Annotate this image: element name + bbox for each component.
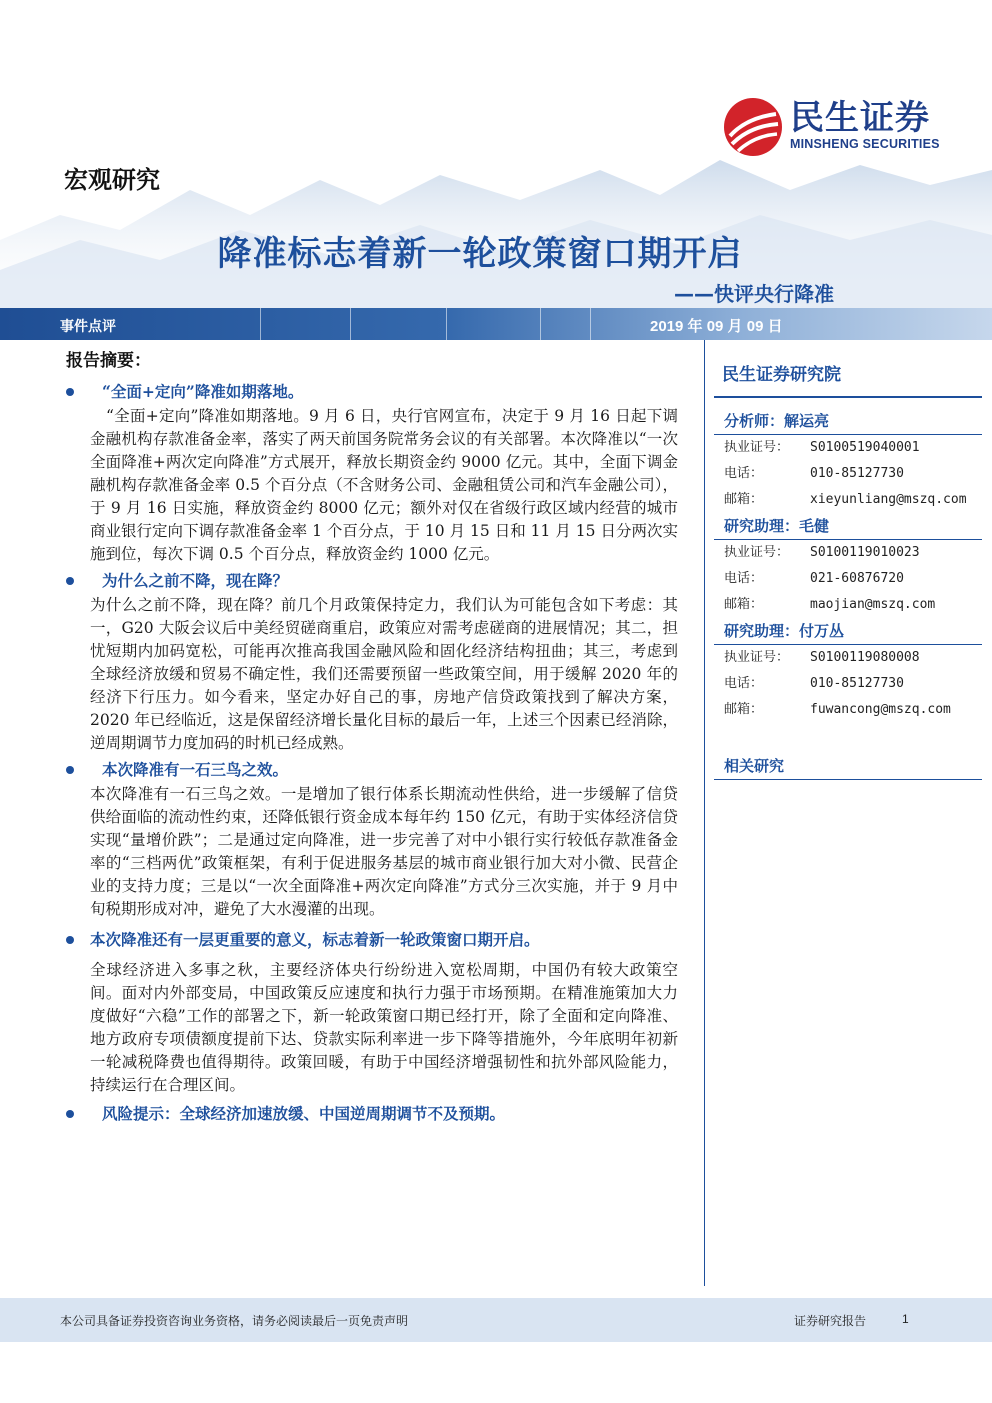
analyst-block xyxy=(714,408,982,513)
analyst-block xyxy=(714,618,982,723)
band-divider xyxy=(590,308,591,340)
bullet-icon xyxy=(66,577,74,585)
summary-heading: 报告摘要： xyxy=(66,351,151,371)
info-row: 电话： 010-85127730 xyxy=(724,466,904,481)
bullet-icon xyxy=(66,1110,74,1118)
analyst-heading: 研究助理：付万丛 xyxy=(724,622,845,640)
section-heading: 风险提示：全球经济加速放缓、中国逆周期调节不及预期。 xyxy=(64,1101,678,1127)
report-category: 宏观研究 xyxy=(64,166,160,194)
bullet-icon xyxy=(66,388,74,396)
analyst-heading: 研究助理：毛健 xyxy=(724,517,830,535)
summary-column xyxy=(64,346,678,1129)
brand-name-en: MINSHENG SECURITIES xyxy=(790,137,940,151)
institute-name: 民生证券研究院 xyxy=(722,365,841,385)
footer-disclaimer: 本公司具备证券投资咨询业务资格，请务必阅读最后一页免责声明 xyxy=(60,1314,409,1328)
institute-rule xyxy=(714,396,982,398)
report-title: 降准标志着新一轮政策窗口期开启 xyxy=(217,234,743,274)
section-heading: 本次降准有一石三鸟之效。 xyxy=(64,757,678,783)
summary-section xyxy=(64,379,678,566)
band-divider xyxy=(350,308,351,340)
summary-section xyxy=(64,1101,678,1127)
info-row: 执业证号： S0100119010023 xyxy=(724,545,920,560)
header-band xyxy=(0,308,992,340)
band-divider xyxy=(260,308,261,340)
bullet-icon xyxy=(66,936,74,944)
section-body: 本次降准有一石三鸟之效。一是增加了银行体系长期流动性供给，进一步缓解了信贷供给面临的流动性约束，还降低银行资金成本每年约 150 亿元，有助于实体经济信贷实现“量增价跌”；二是通过定向降准，进一步完善了对中小银行实行较低存款准备金率的“三档两优”政策框架，有利于促进服务基层的城市商业银行加大对小微、民营企业的支持力度；三是以“一次全面降准+两次定向降准”方式分三次实施，并于 9 月中旬税期形成对冲，避免了大水漫灌的出现。 xyxy=(90,785,678,918)
divider xyxy=(714,779,982,780)
section-heading: 为什么之前不降，现在降？ xyxy=(64,568,678,594)
email-link: fuwancong@mszq.com xyxy=(810,702,951,717)
email-link: maojian@mszq.com xyxy=(810,597,936,612)
brand-logo xyxy=(722,96,952,156)
band-divider xyxy=(540,308,541,340)
page-footer xyxy=(0,1298,992,1342)
analyst-block xyxy=(714,513,982,618)
summary-section xyxy=(64,757,678,921)
section-body: “全面+定向”降准如期落地。9 月 6 日，央行官网宣布，决定于 9 月 16 日起下调金融机构存款准备金率，落实了两天前国务院常务会议的有关部署。本次降准以“一次全面降准+两次定向降准”方式展开，释放长期资金约 9000 亿元。其中，全面下调金融机构存款准备金率 0.5 个百分点（不含财务公司、金融租赁公司和汽车金融公司），于 9 月 16 日实施，释放资金约 8000 亿元；额外对仅在省级行政区域内经营的城市商业银行定向下调存款准备金率 1 个百分点，于 10 月 15 日和 11 月 15 日分两次实施到位，每次下调 0.5 个百分点，释放资金约 1000 亿元。 xyxy=(90,407,678,563)
minsheng-logo-icon xyxy=(722,96,784,158)
report-date: 2019 年 09 月 09 日 xyxy=(650,318,783,335)
column-divider xyxy=(704,340,705,1286)
related-research-heading: 相关研究 xyxy=(724,757,785,775)
info-row[interactable]: 邮箱： xieyunliang@mszq.com xyxy=(714,487,982,513)
section-heading: “全面+定向”降准如期落地。 xyxy=(64,379,678,405)
analyst-heading: 分析师：解运亮 xyxy=(724,412,830,430)
section-heading: 本次降准还有一层更重要的意义，标志着新一轮政策窗口期开启。 xyxy=(64,927,678,953)
info-row: 执业证号： S0100119080008 xyxy=(724,650,920,665)
email-link: xieyunliang@mszq.com xyxy=(810,492,967,507)
band-divider xyxy=(446,308,447,340)
section-body: 全球经济进入多事之秋，主要经济体央行纷纷进入宽松周期，中国仍有较大政策空间。面对内外部变局，中国政策反应速度和执行力强于市场预期。在精准施策加大力度做好“六稳”工作的部署之下，新一轮政策窗口期已经打开，除了全面和定向降准、地方政府专项债额度提前下达、贷款实际利率进一步下降等措施外，今年底明年初新一轮减税降费也值得期待。政策回暖，有助于中国经济增强韧性和抗外部风险能力，持续运行在合理区间。 xyxy=(90,961,678,1094)
bullet-icon xyxy=(66,766,74,774)
info-row: 电话： 010-85127730 xyxy=(724,676,904,691)
info-row: 执业证号： S0100519040001 xyxy=(724,440,920,455)
info-row[interactable]: 邮箱： maojian@mszq.com xyxy=(714,592,982,618)
footer-doc-type: 证券研究报告 xyxy=(794,1314,867,1328)
summary-section xyxy=(64,568,678,755)
section-body: 为什么之前不降，现在降？前几个月政策保持定力，我们认为可能包含如下考虑：其一，G20 大阪会议后中美经贸磋商重启，政策应对需考虑磋商的进展情况；其二，担忧短期内加码宽松，可能再次推高我国金融风险和固化经济结构扭曲；其三，考虑到全球经济放缓和贸易不确定性，我们还需要预留一些政策空间，用于缓解 2020 年的经济下行压力。如今看来，坚定办好自己的事，房地产信贷政策找到了解决方案，2020 年已经临近，这是保留经济增长量化目标的最后一年，上述三个因素已经消除，逆周期调节力度加码的时机已经成熟。 xyxy=(90,596,678,752)
brand-name-cn: 民生证券 xyxy=(790,98,930,138)
page-number: 1 xyxy=(902,1312,909,1326)
summary-section xyxy=(64,927,678,1097)
info-row: 电话： 021-60876720 xyxy=(724,571,904,586)
sidebar xyxy=(714,360,982,780)
report-subtitle: ——快评央行降准 xyxy=(674,282,834,306)
info-row[interactable]: 邮箱： fuwancong@mszq.com xyxy=(714,697,982,723)
report-type-label: 事件点评 xyxy=(60,319,116,335)
